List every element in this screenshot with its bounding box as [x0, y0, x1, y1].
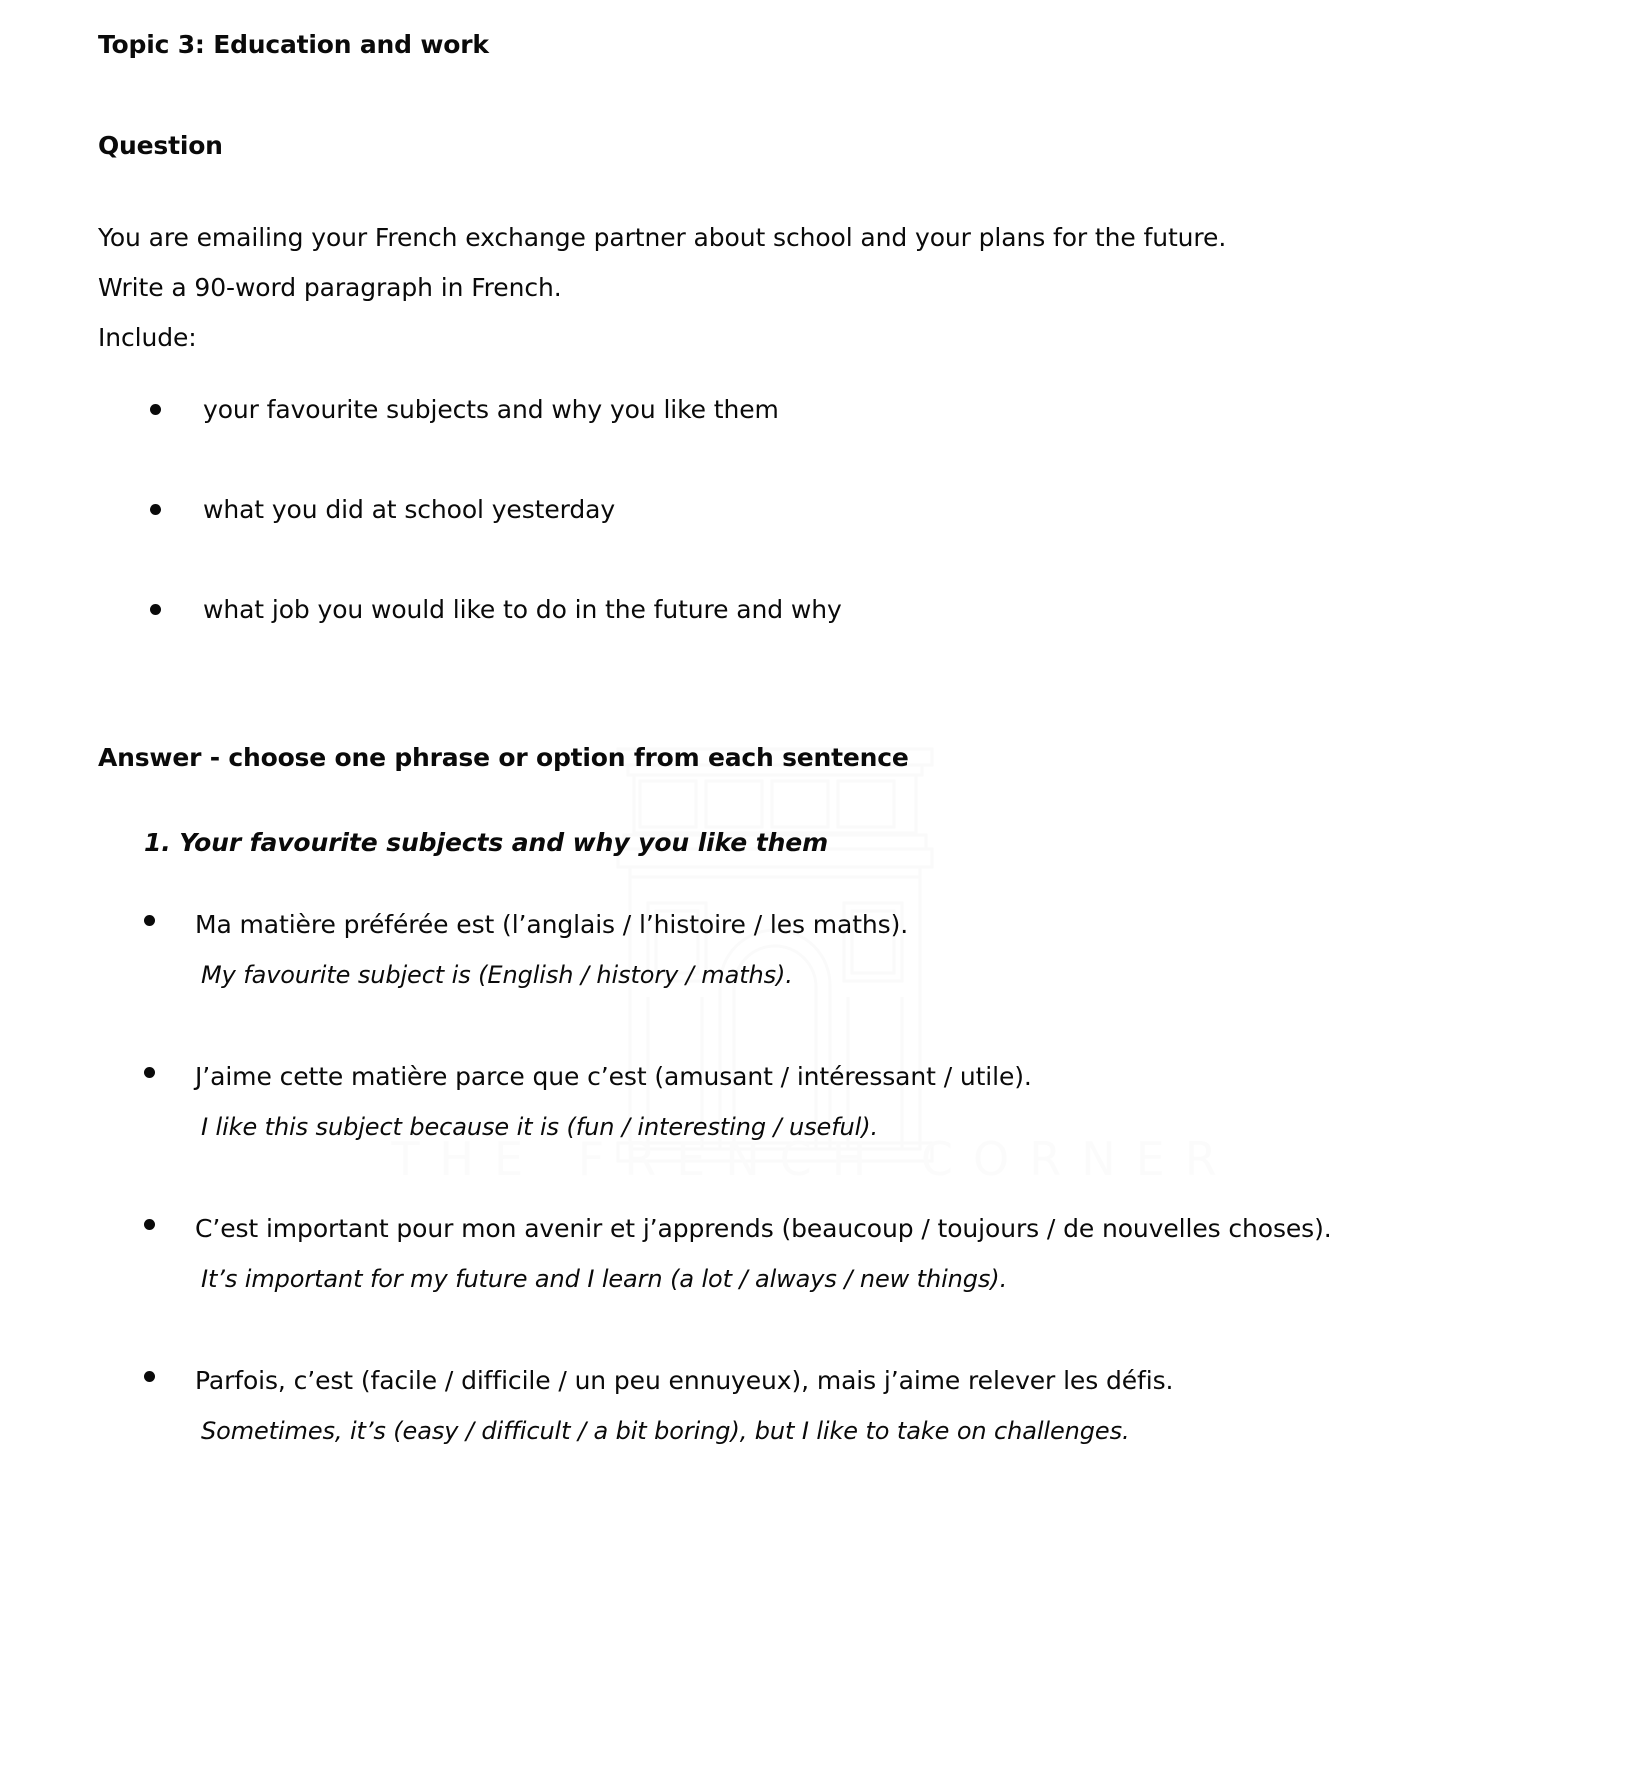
answer-english-translation: It’s important for my future and I learn (a lot / always / new things). [201, 1265, 1008, 1293]
list-item [144, 1052, 1504, 1152]
question-line-1: You are emailing your French exchange partner about school and your plans for the future. [98, 223, 1227, 252]
page-title: Topic 3: Education and work [98, 30, 489, 59]
answer-french-text: C’est important pour mon avenir et j’apprends (beaucoup / toujours / de nouvelles choses). [195, 1214, 1332, 1243]
list-item [150, 390, 842, 490]
answer-subheading: 1. Your favourite subjects and why you like them [144, 828, 829, 857]
question-bullet-list [150, 390, 842, 690]
list-item [144, 1204, 1504, 1304]
question-bullet-label: your favourite subjects and why you like them [203, 395, 779, 424]
answer-heading: Answer - choose one phrase or option from each sentence [98, 743, 909, 772]
question-heading: Question [98, 131, 223, 160]
answer-bullet-list [144, 900, 1504, 1508]
list-item [144, 900, 1504, 1000]
answer-english-translation: Sometimes, it’s (easy / difficult / a bit boring), but I like to take on challenges. [201, 1417, 1130, 1445]
list-item [144, 1356, 1504, 1456]
question-bullet-label: what you did at school yesterday [203, 495, 616, 524]
answer-english-translation: My favourite subject is (English / history / maths). [201, 961, 793, 989]
answer-french-text: J’aime cette matière parce que c’est (amusant / intéressant / utile). [195, 1062, 1032, 1091]
list-item [150, 490, 842, 590]
question-line-2: Write a 90-word paragraph in French. [98, 273, 562, 302]
answer-french-text: Ma matière préférée est (l’anglais / l’histoire / les maths). [195, 910, 909, 939]
answer-english-translation: I like this subject because it is (fun / interesting / useful). [201, 1113, 879, 1141]
answer-french-text: Parfois, c’est (facile / difficile / un peu ennuyeux), mais j’aime relever les défis. [195, 1366, 1174, 1395]
watermark-text: THE FRENCH CORNER [391, 1132, 1237, 1186]
question-line-3: Include: [98, 323, 197, 352]
question-bullet-label: what job you would like to do in the future and why [203, 595, 842, 624]
list-item [150, 590, 842, 690]
